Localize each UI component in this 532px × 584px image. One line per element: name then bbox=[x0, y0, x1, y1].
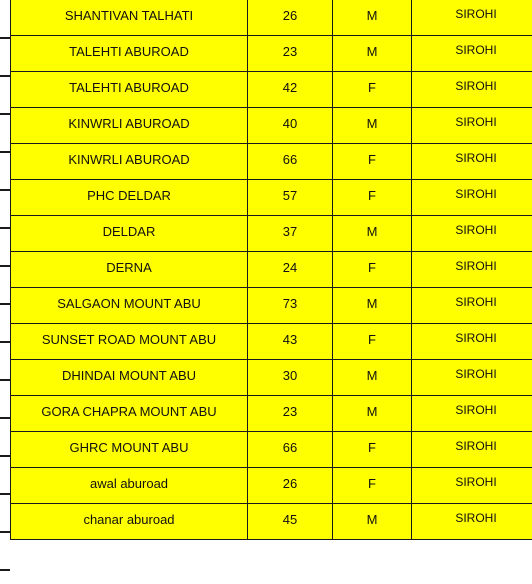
sex-cell: F bbox=[333, 432, 412, 468]
place-cell: SUNSET ROAD MOUNT ABU bbox=[11, 324, 248, 360]
row-divider-stub bbox=[0, 417, 10, 419]
age-cell: 73 bbox=[248, 288, 333, 324]
district-cell: SIROHI bbox=[412, 144, 532, 180]
table-row bbox=[11, 144, 532, 180]
sex-cell: F bbox=[333, 72, 412, 108]
sex-cell: F bbox=[333, 324, 412, 360]
place-cell: KINWRLI ABUROAD bbox=[11, 108, 248, 144]
row-divider-stub bbox=[0, 569, 10, 571]
table-row bbox=[11, 72, 532, 108]
row-divider-stub bbox=[0, 113, 10, 115]
district-cell: SIROHI bbox=[412, 36, 532, 72]
sex-cell: F bbox=[333, 144, 412, 180]
row-divider-stub bbox=[0, 151, 10, 153]
table-row bbox=[11, 108, 532, 144]
place-cell: DHINDAI MOUNT ABU bbox=[11, 360, 248, 396]
district-cell: SIROHI bbox=[412, 108, 532, 144]
row-divider-stub bbox=[0, 493, 10, 495]
district-cell: SIROHI bbox=[412, 180, 532, 216]
table-row bbox=[11, 468, 532, 504]
age-cell: 43 bbox=[248, 324, 333, 360]
row-divider-stub bbox=[0, 189, 10, 191]
sex-cell: M bbox=[333, 216, 412, 252]
place-cell: DERNA bbox=[11, 252, 248, 288]
age-cell: 26 bbox=[248, 468, 333, 504]
district-cell: SIROHI bbox=[412, 504, 532, 540]
age-cell: 45 bbox=[248, 504, 333, 540]
row-divider-stub bbox=[0, 455, 10, 457]
age-cell: 42 bbox=[248, 72, 333, 108]
place-cell: PHC DELDAR bbox=[11, 180, 248, 216]
place-cell: awal aburoad bbox=[11, 468, 248, 504]
sex-cell: M bbox=[333, 36, 412, 72]
table-row bbox=[11, 36, 532, 72]
district-cell: SIROHI bbox=[412, 324, 532, 360]
age-cell: 40 bbox=[248, 108, 333, 144]
row-divider-stub bbox=[0, 227, 10, 229]
age-cell: 37 bbox=[248, 216, 333, 252]
district-cell: SIROHI bbox=[412, 0, 532, 36]
sex-cell: F bbox=[333, 468, 412, 504]
row-divider-stub bbox=[0, 75, 10, 77]
age-cell: 66 bbox=[248, 144, 333, 180]
row-divider-stub bbox=[0, 341, 10, 343]
table-row bbox=[11, 504, 532, 540]
sex-cell: M bbox=[333, 0, 412, 36]
row-divider-stub bbox=[0, 303, 10, 305]
place-cell: KINWRLI ABUROAD bbox=[11, 144, 248, 180]
row-divider-stub bbox=[0, 265, 10, 267]
place-cell: chanar aburoad bbox=[11, 504, 248, 540]
age-cell: 30 bbox=[248, 360, 333, 396]
left-gutter bbox=[0, 0, 10, 584]
place-cell: GHRC MOUNT ABU bbox=[11, 432, 248, 468]
place-cell: TALEHTI ABUROAD bbox=[11, 72, 248, 108]
age-cell: 24 bbox=[248, 252, 333, 288]
age-cell: 66 bbox=[248, 432, 333, 468]
sex-cell: M bbox=[333, 396, 412, 432]
place-cell: SALGAON MOUNT ABU bbox=[11, 288, 248, 324]
district-cell: SIROHI bbox=[412, 216, 532, 252]
row-divider-stub bbox=[0, 379, 10, 381]
table-row bbox=[11, 432, 532, 468]
place-cell: TALEHTI ABUROAD bbox=[11, 36, 248, 72]
sex-cell: M bbox=[333, 108, 412, 144]
age-cell: 23 bbox=[248, 36, 333, 72]
sex-cell: M bbox=[333, 288, 412, 324]
district-cell: SIROHI bbox=[412, 468, 532, 504]
table-row bbox=[11, 396, 532, 432]
sex-cell: F bbox=[333, 180, 412, 216]
sex-cell: M bbox=[333, 360, 412, 396]
district-cell: SIROHI bbox=[412, 288, 532, 324]
table-row bbox=[11, 360, 532, 396]
table-row bbox=[11, 0, 532, 36]
sex-cell: M bbox=[333, 504, 412, 540]
age-cell: 23 bbox=[248, 396, 333, 432]
district-cell: SIROHI bbox=[412, 432, 532, 468]
table-row bbox=[11, 324, 532, 360]
age-cell: 57 bbox=[248, 180, 333, 216]
table-row bbox=[11, 216, 532, 252]
district-cell: SIROHI bbox=[412, 72, 532, 108]
row-divider-stub bbox=[0, 37, 10, 39]
district-cell: SIROHI bbox=[412, 360, 532, 396]
sex-cell: F bbox=[333, 252, 412, 288]
district-cell: SIROHI bbox=[412, 396, 532, 432]
table-row bbox=[11, 180, 532, 216]
place-cell: SHANTIVAN TALHATI bbox=[11, 0, 248, 36]
records-table bbox=[10, 0, 532, 540]
age-cell: 26 bbox=[248, 0, 333, 36]
place-cell: GORA CHAPRA MOUNT ABU bbox=[11, 396, 248, 432]
table-row bbox=[11, 252, 532, 288]
row-divider-stub bbox=[0, 531, 10, 533]
table-row bbox=[11, 288, 532, 324]
district-cell: SIROHI bbox=[412, 252, 532, 288]
place-cell: DELDAR bbox=[11, 216, 248, 252]
